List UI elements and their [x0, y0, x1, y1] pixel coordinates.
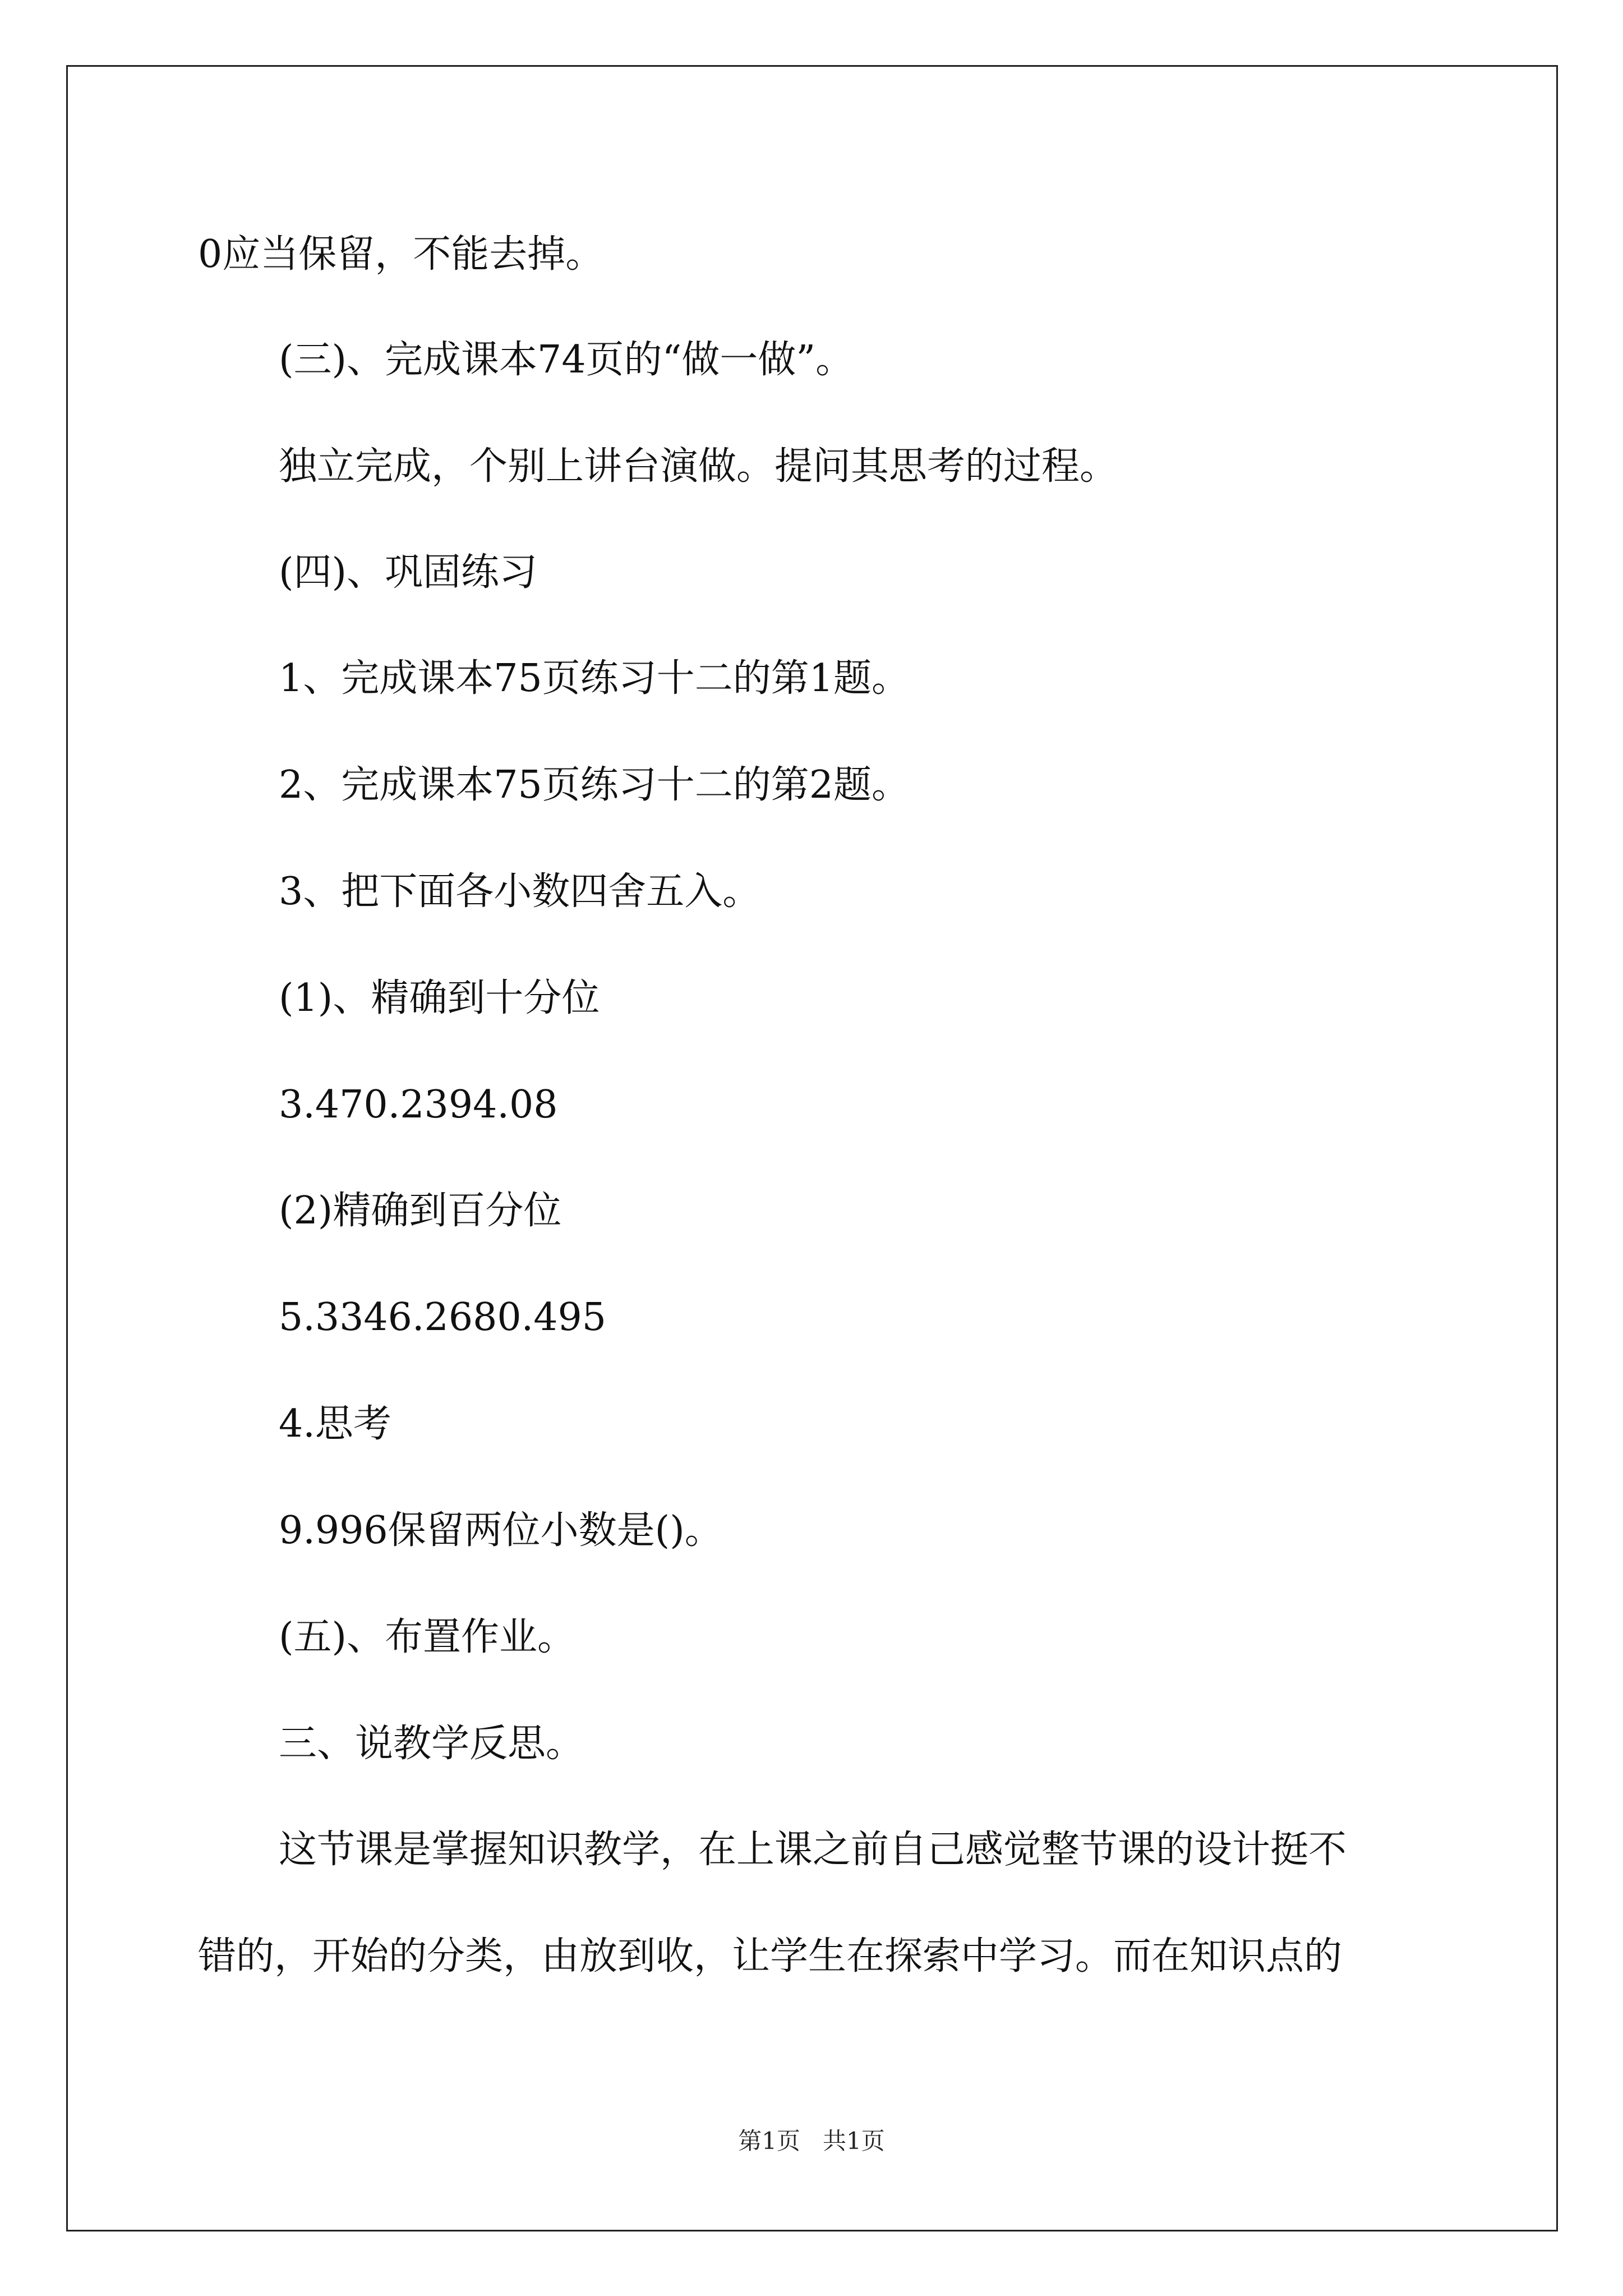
- text-line-14: (五)、布置作业。: [279, 1615, 576, 1659]
- text-line-4: (四)、巩固练习: [279, 550, 538, 595]
- page-footer: 第1页 共1页: [738, 2127, 885, 2155]
- text-line-7: 3、把下面各小数四舍五入。: [279, 869, 761, 914]
- text-line-13: 9.996保留两位小数是()。: [279, 1508, 723, 1553]
- text-line-15: 三、说教学反思。: [279, 1722, 584, 1766]
- text-line-11: 5.3346.2680.495: [279, 1295, 607, 1340]
- text-line-3: 独立完成，个别上讲台演做。提问其思考的过程。: [279, 444, 1118, 489]
- text-line-2: (三)、完成课本74页的“做一做”。: [279, 338, 854, 382]
- text-line-5: 1、完成课本75页练习十二的第1题。: [279, 656, 910, 701]
- text-line-10: (2)精确到百分位: [279, 1189, 562, 1233]
- text-line-8: (1)、精确到十分位: [279, 976, 600, 1020]
- text-line-6: 2、完成课本75页练习十二的第2题。: [279, 763, 910, 807]
- text-line-9: 3.470.2394.08: [279, 1083, 558, 1127]
- text-line-16: 这节课是掌握知识教学，在上课之前自己感觉整节课的设计挺不: [279, 1828, 1347, 1872]
- text-line-12: 4.思考: [279, 1402, 391, 1446]
- text-line-17: 错的，开始的分类，由放到收，让学生在探索中学习。而在知识点的: [198, 1934, 1343, 1978]
- page-border: [66, 65, 1558, 2231]
- text-line-1: 0应当保留，不能去掉。: [198, 232, 604, 277]
